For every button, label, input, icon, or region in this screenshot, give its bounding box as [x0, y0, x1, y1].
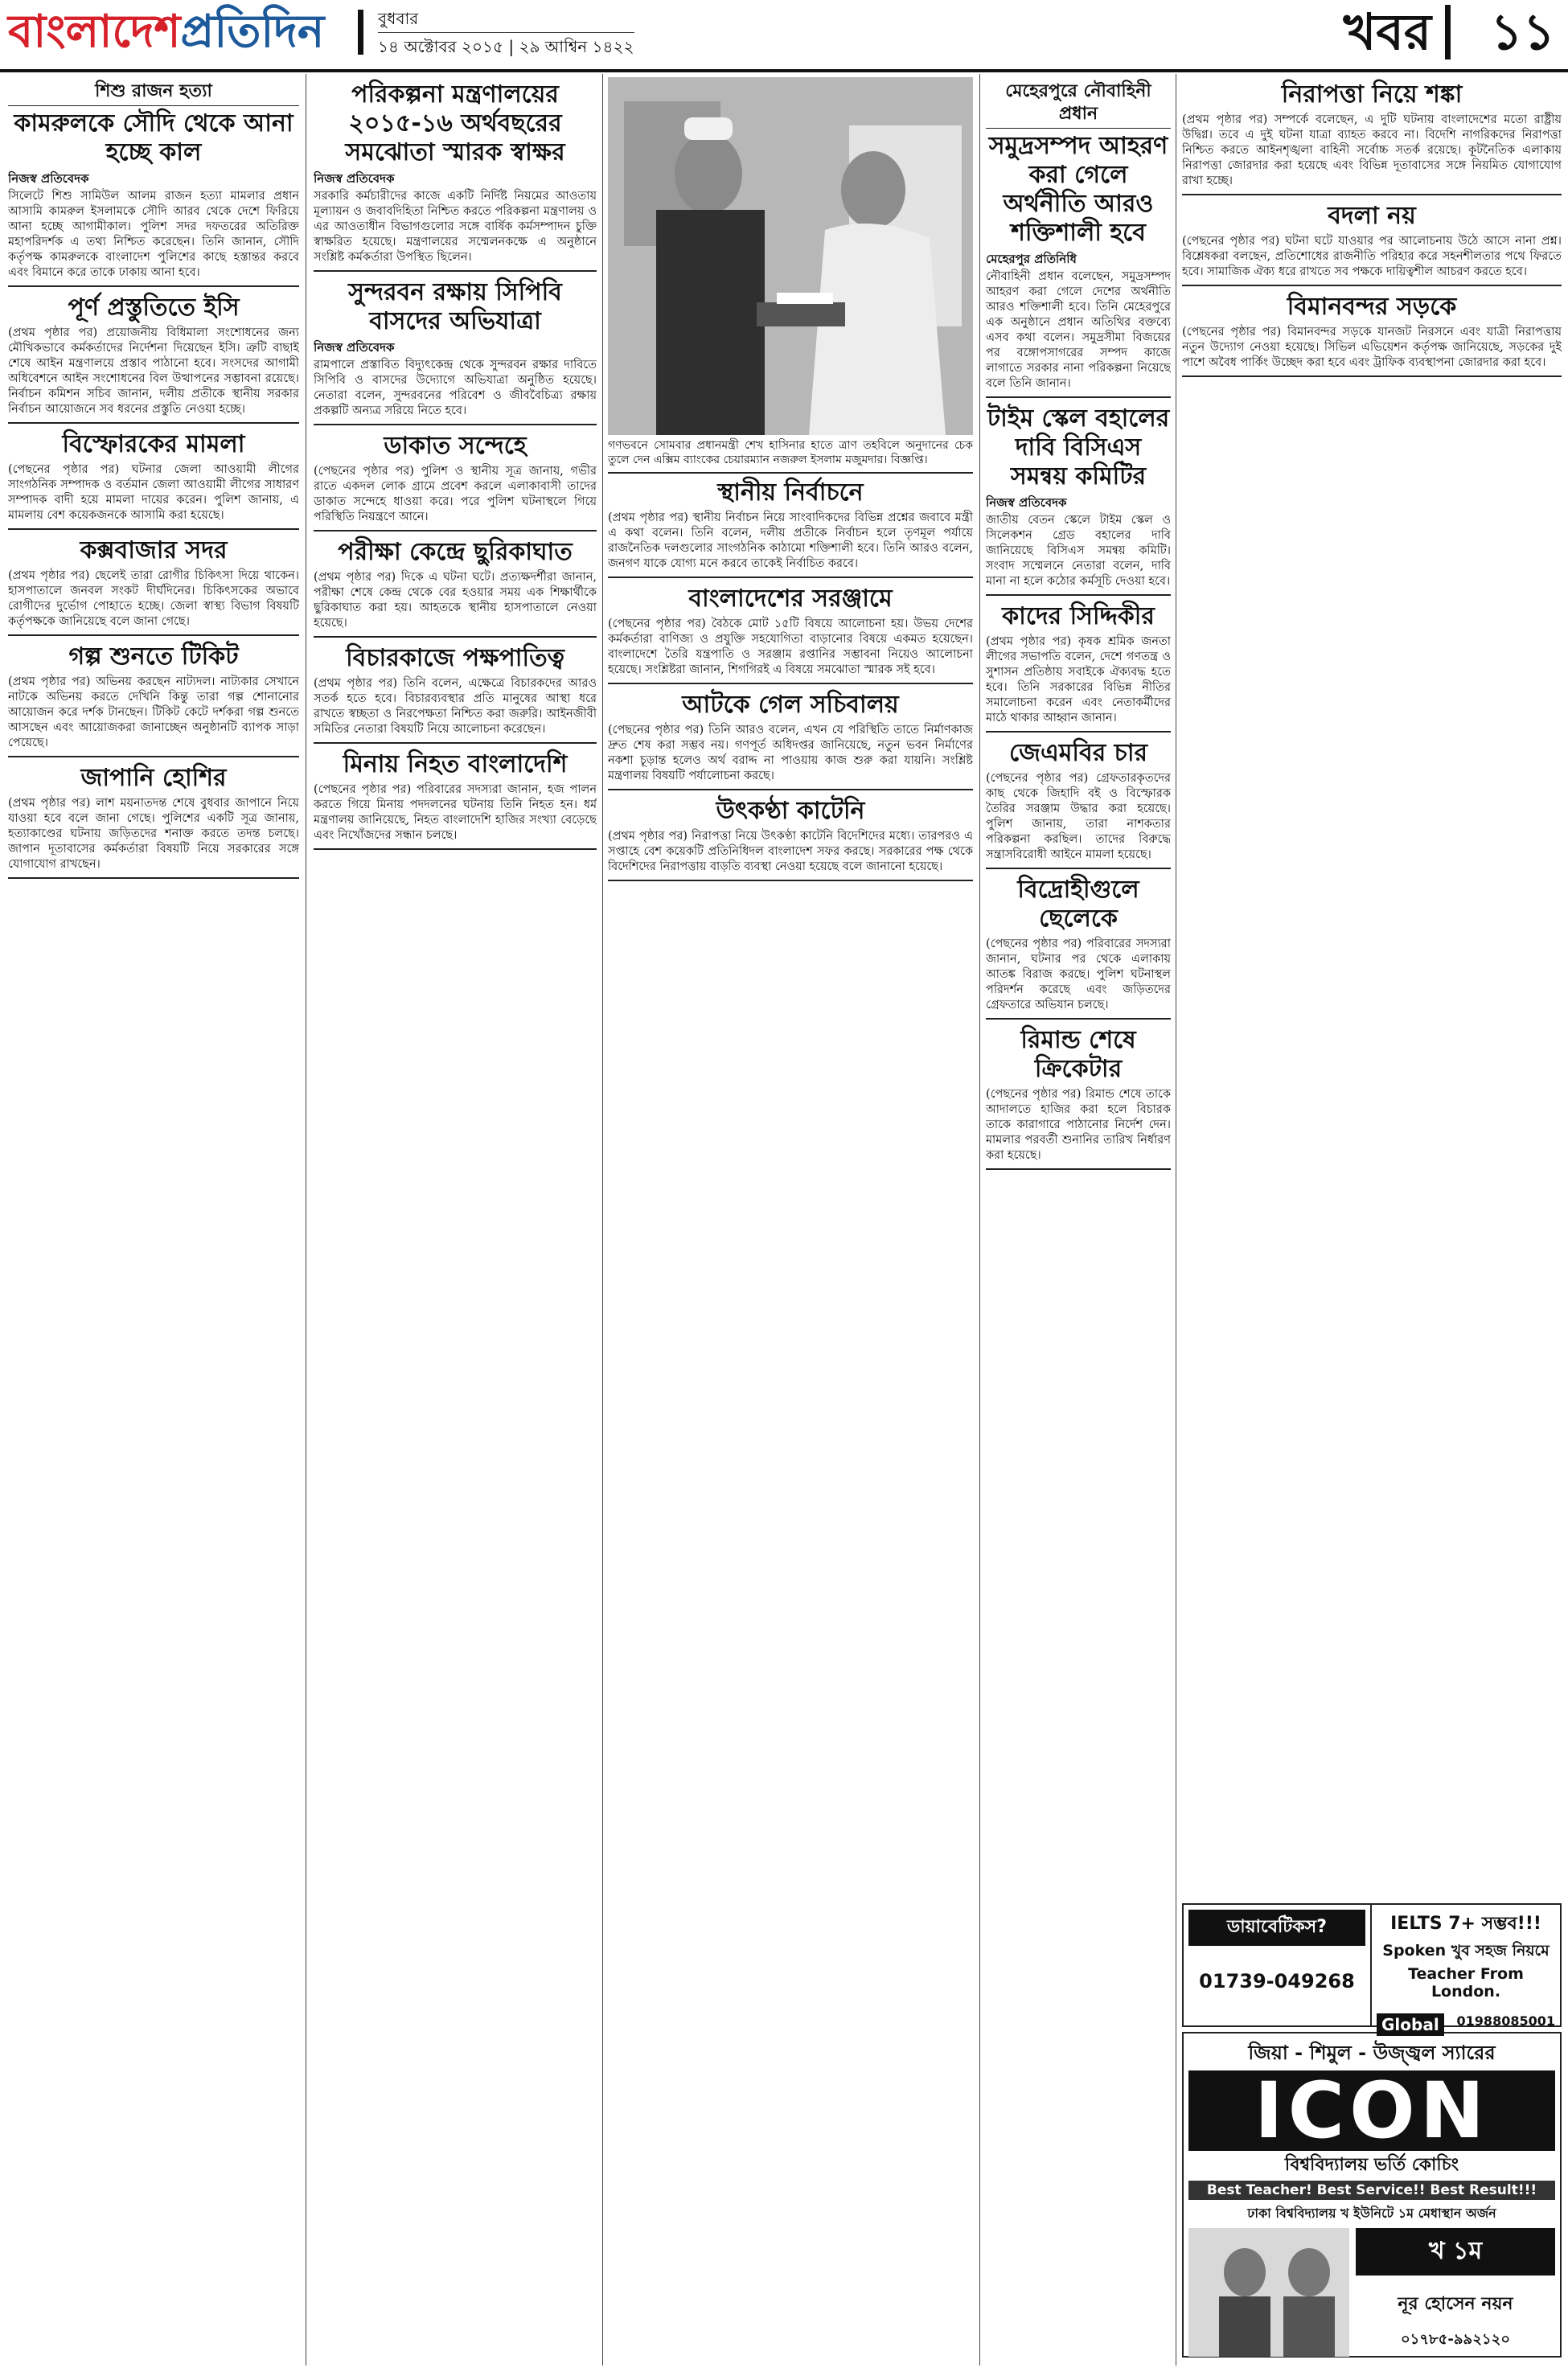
article-headline: স্থানীয় নির্বাচনে	[717, 478, 864, 507]
ielts-ad-line1: Spoken খুব সহজ নিয়মে	[1382, 1942, 1550, 1960]
article-body: (প্রথম পৃষ্ঠার পর) ছেলেই তারা রোগীর চিকিৎসা দিয়ে থাকেন। হাসপাতালে জনবল সংকট দীর্ঘদিনের। চিকিৎসকের অভাবে রোগীদের দুর্ভোগ পোহাতে হচ্ছে। জেলা স্বাস্থ্য বিভাগ বিষয়টি কর্তৃপক্ষকে জানিয়েছে বলে জানা গেছে।	[8, 569, 299, 628]
issue-full-date: ১৪ অক্টোবর ২০১৫ | ২৯ আশ্বিন ১৪২২	[378, 32, 634, 60]
masthead	[0, 0, 1568, 72]
column-1	[8, 77, 299, 2365]
article	[8, 642, 299, 757]
article-body: জাতীয় বেতন স্কেলে টাইম স্কেল ও সিলেকশন গ্রেড বহালের দাবি জানিয়েছে বিসিএস সমন্বয় কমিটি। সংবাদ সম্মেলনে নেতারা বলেন, দাবি মানা না হলে কঠোর কর্মসূচি দেওয়া হবে।	[986, 514, 1171, 588]
logo-part2: প্রতিদিন	[180, 6, 325, 58]
article-headline: সুন্দরবন রক্ষায় সিপিবি বাসদের অভিযাত্রা	[348, 278, 562, 335]
ielts-ad-line2: Teacher From London.	[1408, 1965, 1524, 2001]
diabetes-ad-phone: 01739-049268	[1199, 1970, 1355, 1992]
ielts-ad	[1372, 1905, 1560, 2034]
article-headline: মেহেরপুরে নৌবাহিনী প্রধান	[986, 80, 1171, 129]
article	[986, 404, 1171, 596]
article-headline: বাংলাদেশের সরঞ্জামে	[688, 585, 893, 613]
article-body: (প্রথম পৃষ্ঠার পর) নিরাপত্তা নিয়ে উৎকণ্ঠা কাটেনি বিদেশিদের মধ্যে। তারপরও এ সপ্তাহে বেশ কয়েকটি প্রতিনিধিদল বাংলাদেশ সফর করছে। সরকারের পক্ষ থেকে বিদেশিদের নিরাপত্তায় বাড়তি ব্যবস্থা নেওয়া হয়েছে বলে জানানো হয়েছে।	[608, 830, 973, 873]
article-headline: কক্সবাজার সদর	[80, 536, 228, 564]
diabetes-ad-title: ডায়াবেটিকস?	[1188, 1910, 1365, 1946]
article	[608, 691, 973, 790]
article-body: (পেছনের পৃষ্ঠার পর) গ্রেফতারকৃতদের কাছ থেকে জিহাদি বই ও বিস্ফোরক তৈরির সরঞ্জাম উদ্ধার করা হয়েছে। পুলিশ জানায়, তারা নাশকতার পরিকল্পনা করছিল। তাদের বিরুদ্ধে সন্ত্রাসবিরোধী আইনে মামলা হয়েছে।	[986, 772, 1171, 861]
column-3	[608, 77, 973, 2365]
article	[986, 1026, 1171, 1170]
article-headline: রিমান্ড শেষে ক্রিকেটার	[1020, 1026, 1136, 1083]
column-2	[314, 77, 597, 2365]
article-body: (প্রথম পৃষ্ঠার পর) প্রয়োজনীয় বিধিমালা সংশোধনের জন্য মৌখিকভাবে কর্মকর্তাদের নির্দেশনা দিয়েছেন ইসি। ত্রুটি বাছাই শেষে আইন মন্ত্রণালয়ে প্রস্তাব পাঠানো হবে। সংসদের আগামী অধিবেশনে আইন সংশোধনের বিল উত্থাপনের সম্ভাবনা রয়েছে। নির্বাচন কমিশন সচিব জানান, দলীয় প্রতীকে স্থানীয় সরকার নির্বাচন আয়োজনে সব ধরনের প্রস্তুতি নেওয়া হচ্ছে।	[8, 326, 299, 416]
article	[986, 80, 1171, 398]
column-rule	[979, 74, 980, 2366]
section-name: খবর	[1343, 2, 1431, 61]
issue-day: বুধবার	[378, 9, 419, 28]
article-byline: নিজস্ব প্রতিবেদক	[986, 495, 1067, 510]
issue-date	[378, 5, 634, 60]
photo-handshake-image	[608, 77, 973, 435]
student-photo	[1188, 2228, 1349, 2357]
article	[8, 80, 299, 287]
article-body: নৌবাহিনী প্রধান বলেছেন, সমুদ্রসম্পদ আহরণ করা গেলে দেশের অর্থনীতি আরও শক্তিশালী হবে। তিনি মেহেরপুরে এক অনুষ্ঠানে প্রধান অতিথির বক্তব্যে এসব কথা বলেন। সমুদ্রসীমা বিজয়ের পর বঙ্গোপসাগরের সম্পদ কাজে লাগাতে সরকার নানা পরিকল্পনা নিয়েছে বলে তিনি জানান।	[986, 270, 1171, 390]
article-headline: ডাকাত সন্দেহে	[384, 432, 527, 460]
article-body: (প্রথম পৃষ্ঠার পর) দিকে এ ঘটনা ঘটে। প্রত্যক্ষদর্শীরা জানান, পরীক্ষা শেষে কেন্দ্র থেকে বের হওয়ার সময় এক শিক্ষার্থীকে ছুরিকাঘাত করা হয়। আহতকে স্থানীয় হাসপাতালে নেওয়া হয়েছে।	[314, 571, 597, 630]
article	[314, 80, 597, 272]
column-rule	[602, 74, 603, 2366]
ielts-ad-title: IELTS 7+ সম্ভব!!!	[1390, 1914, 1541, 1934]
article-headline: উৎকণ্ঠা কাটেনি	[716, 797, 865, 825]
article-body: (প্রথম পৃষ্ঠার পর) কৃষক শ্রমিক জনতা লীগের সভাপতি বলেন, দেশে গণতন্ত্র ও সুশাসন প্রতিষ্ঠায় সবাইকে ঐক্যবদ্ধ হতে হবে। তিনি সরকারের বিভিন্ন নীতির সমালোচনা করেন এবং নেতাকর্মীদের মাঠে থাকার আহ্বান জানান।	[986, 635, 1171, 724]
article-body: (পেছনের পৃষ্ঠার পর) ঘটনা ঘটে যাওয়ার পর আলোচনায় উঠে আসে নানা প্রশ্ন। বিশ্লেষকরা বলছেন, প্রতিশোধের রাজনীতি পরিহার করে সহনশীলতার পথে ফিরতে হবে। সামাজিক ঐক্য ধরে রাখতে সব পক্ষকে দায়িত্বশীল আচরণ করতে হবে।	[1182, 235, 1562, 278]
article-body: (পেছনের পৃষ্ঠার পর) বিমানবন্দর সড়কে যানজট নিরসনে এবং যাত্রী নিরাপত্তায় নতুন উদ্যোগ নেওয়া হয়েছে। সিভিল এভিয়েশন কর্তৃপক্ষ জানিয়েছে, সড়কের দুই পাশে অবৈধ পার্কিং উচ্ছেদ করা হবে এবং ট্রাফিক ব্যবস্থাপনা জোরদার করা হবে।	[1182, 326, 1562, 369]
article	[1182, 80, 1562, 195]
article	[8, 536, 299, 636]
article	[314, 538, 597, 638]
article-headline: পূর্ণ প্রস্তুতিতে ইসি	[68, 293, 240, 322]
article	[608, 585, 973, 684]
article-headline: বিমানবন্দর সড়কে	[1287, 293, 1457, 321]
article	[986, 876, 1171, 1020]
article-body: (পেছনের পৃষ্ঠার পর) বৈঠকে মোট ১৫টি বিষয়ে আলোচনা হয়। উভয় দেশের কর্মকর্তারা বাণিজ্য ও প্রযুক্তি সহযোগিতা বাড়ানোর বিষয়ে একমত হয়েছেন। বাংলাদেশে তৈরি যন্ত্রপাতি ও সরঞ্জাম রপ্তানির সম্ভাবনা নিয়েও আলোচনা হয়েছে। সংশ্লিষ্টরা জানান, শিগগিরই এ বিষয়ে সমঝোতা স্মারক সই হবে।	[608, 618, 973, 676]
article-body: (পেছনের পৃষ্ঠার পর) পরিবারের সদস্যরা জানান, হজ পালন করতে গিয়ে মিনায় পদদলনের ঘটনায় তিনি নিহত হন। ধর্ম মন্ত্রণালয় জানিয়েছে, নিহত বাংলাদেশি হাজির সংখ্যা বেড়েছে এবং নিখোঁজদের সন্ধান চলছে।	[314, 783, 597, 842]
article-headline: নিরাপত্তা নিয়ে শঙ্কা	[1281, 80, 1463, 109]
article-body: (প্রথম পৃষ্ঠার পর) স্থানীয় নির্বাচন নিয়ে সাংবাদিকদের বিভিন্ন প্রশ্নের জবাবে মন্ত্রী এ কথা বলেন। তিনি বলেন, দলীয় প্রতীকে নির্বাচন হলে তৃণমূল পর্যায়ে রাজনৈতিক দলগুলোর সাংগঠনিক কাঠামো শক্তিশালী হবে। তিনি আরও বলেন, জনগণ যাকে যোগ্য মনে করবে তাকেই নির্বাচিত করবে।	[608, 511, 973, 570]
diabetes-ad	[1184, 1905, 1372, 2025]
advertisement-box	[1182, 1903, 1562, 2034]
article-headline: পরীক্ষা কেন্দ্রে ছুরিকাঘাত	[338, 538, 573, 566]
article-body: রামপালে প্রস্তাবিত বিদ্যুৎকেন্দ্র থেকে সুন্দরবন রক্ষার দাবিতে সিপিবি ও বাসদের উদ্যোগে অভিযাত্রা অনুষ্ঠিত হয়েছে। নেতারা বলেন, সুন্দরবনের পরিবেশ ও জীববৈচিত্র্য রক্ষায় প্রকল্পটি অন্যত্র সরিয়ে নিতে হবে।	[314, 359, 597, 417]
article-body: (পেছনের পৃষ্ঠার পর) পরিবারের সদস্যরা জানান, ঘটনার পর থেকে এলাকায় আতঙ্ক বিরাজ করছে। পুলিশ ঘটনাস্থল পরিদর্শন করেছে এবং জড়িতদের গ্রেফতারে অভিযান চলছে।	[986, 938, 1171, 1012]
article-headline: জাপানি হোশির	[80, 764, 227, 792]
article-body: (পেছনের পৃষ্ঠার পর) রিমান্ড শেষে তাকে আদালতে হাজির করা হলে বিচারক তাকে কারাগারে পাঠানোর নির্দেশ দেন। মামলার পরবর্তী শুনানির তারিখ নির্ধারণ করা হয়েছে।	[986, 1088, 1171, 1162]
article-body: (প্রথম পৃষ্ঠার পর) সম্পর্কে বলেছেন, এ দুটি ঘটনায় বাংলাদেশের মতো রাষ্ট্রীয় উদ্বিগ্ন। তবে এ দুই ঘটনা যাত্রা ব্যাহত করবে না। বিদেশি নাগরিকদের নিরাপত্তা নিশ্চিত করতে আইনশৃঙ্খলা বাহিনী সর্বোচ্চ সতর্ক রয়েছে। কূটনৈতিক এলাকায় নিরাপত্তা জোরদার করা হয়েছে এবং বিভিন্ন দূতাবাসের সঙ্গে নিয়মিত যোগাযোগ রাখা হচ্ছে।	[1182, 113, 1562, 187]
article-main-headline: কামরুলকে সৌদি থেকে আনা হচ্ছে কাল	[14, 109, 293, 166]
article	[8, 293, 299, 424]
news-photo	[608, 77, 973, 435]
icon-ad-slogan: Best Teacher! Best Service!! Best Result!!!	[1188, 2181, 1555, 2200]
photo-caption: গণভবনে সোমবার প্রধানমন্ত্রী শেখ হাসিনার হাতে ত্রাণ তহবিলে অনুদানের চেক তুলে দেন এক্সিম ব্যাংকের চেয়ারম্যান নজরুল ইসলাম মজুমদার। বিজ্ঞপ্তি।	[608, 438, 973, 474]
article-headline: বিচারকাজে পক্ষপাতিত্ব	[346, 644, 564, 672]
article	[314, 750, 597, 850]
article	[986, 739, 1171, 869]
article-body: (পেছনের পৃষ্ঠার পর) পুলিশ ও স্থানীয় সূত্র জানায়, গভীর রাতে একদল লোক গ্রামে প্রবেশ করলে এলাকাবাসী তাদের ডাকাত সন্দেহে ধাওয়া করে। পরে পুলিশ ঘটনাস্থলে গিয়ে পরিস্থিতি নিয়ন্ত্রণে আনে।	[314, 465, 597, 523]
page-number: ১১	[1490, 2, 1555, 61]
icon-ad-phone: ০১৭৮৫-৯৯২১২০	[1400, 2331, 1511, 2348]
article	[1182, 293, 1562, 377]
icon-ad-subtitle: বিশ্ববিদ্যালয় ভর্তি কোচিং	[1284, 2155, 1459, 2175]
article	[314, 644, 597, 744]
icon-ad-achievement: ঢাকা বিশ্ববিদ্যালয় খ ইউনিটে ১ম মেধাস্থান অর্জন	[1247, 2206, 1496, 2221]
article-byline: নিজস্ব প্রতিবেদক	[314, 340, 395, 355]
icon-ad-badge: খ ১ম	[1356, 2228, 1555, 2276]
article-headline: বিদ্রোহীগুলে ছেলেকে	[1017, 876, 1139, 933]
icon-ad-top: জিয়া - শিমুল - উজ্জ্বল স্যারের	[1248, 2042, 1496, 2064]
article	[8, 764, 299, 879]
icon-ad-student-name: নূর হোসেন নয়ন	[1398, 2294, 1513, 2314]
article	[8, 430, 299, 530]
icon-coaching-ad	[1182, 2032, 1562, 2358]
article-body: (পেছনের পৃষ্ঠার পর) ঘটনার জেলা আওয়ামী লীগের সাংগঠনিক সম্পাদক ও বর্তমান জেলা আওয়ামী লীগের সাধারণ সম্পাদক বাদী হয়ে মামলা দায়ের করেন। পুলিশ জানায়, এ মামলায় বেশ কয়েকজনকে আসামি করা হয়েছে।	[8, 463, 299, 522]
masthead-divider	[358, 10, 363, 55]
ielts-ad-brand: Global	[1377, 2013, 1444, 2036]
article-headline: আটকে গেল সচিবালয়	[682, 691, 899, 719]
article-headline: জেএমবির চার	[1008, 739, 1148, 767]
article-byline: নিজস্ব প্রতিবেদক	[314, 171, 395, 186]
article-main-headline: সমুদ্রসম্পদ আহরণ করা গেলে অর্থনীতি আরও শক্তিশালী হবে	[988, 132, 1168, 247]
article-byline: নিজস্ব প্রতিবেদক	[8, 171, 89, 186]
article-headline: কাদের সিদ্দিকীর	[1002, 602, 1155, 630]
article-headline: মিনায় নিহত বাংলাদেশি	[343, 750, 568, 778]
article-body: (প্রথম পৃষ্ঠার পর) লাশ ময়নাতদন্ত শেষে বুধবার জাপানে নিয়ে যাওয়া হবে বলে জানা গেছে। পুলিশের একটি সূত্র জানায়, হত্যাকাণ্ডের ঘটনায় জড়িতদের শনাক্ত করতে তদন্ত চলছে। জাপান দূতাবাসের কর্মকর্তারা বিষয়টি নিয়ে সরকারের সঙ্গে যোগাযোগ রাখছেন।	[8, 797, 299, 871]
article	[608, 797, 973, 881]
article-headline: বদলা নয়	[1328, 202, 1416, 230]
icon-ad-brand: ICON	[1188, 2070, 1555, 2151]
column-4	[986, 77, 1171, 2365]
article-body: সরকারি কর্মচারীদের কাজে একটি নির্দিষ্ট নিয়মের আওতায় মূল্যায়ন ও জবাবদিহিতা নিশ্চিত করতে পরিকল্পনা মন্ত্রণালয় ও এর আওতাধীন বিভাগগুলোর সঙ্গে বার্ষিক কর্মসম্পাদন চুক্তি স্বাক্ষরিত হয়েছে। মন্ত্রণালয়ের সম্মেলনকক্ষে এ অনুষ্ঠানে সংশ্লিষ্ট কর্মকর্তারা উপস্থিত ছিলেন।	[314, 190, 597, 264]
article-headline: শিশু রাজন হত্যা	[8, 80, 299, 106]
article	[314, 278, 597, 425]
article-byline: মেহেরপুর প্রতিনিধি	[986, 252, 1077, 266]
column-5	[1182, 77, 1562, 2365]
article	[986, 602, 1171, 733]
article-body: (প্রথম পৃষ্ঠার পর) অভিনয় করছেন নাট্যদল। নাট্যকার সেখানে নাটকে অভিনয় করতে দেখিনি কিন্তু তারা গল্প শোনানোর আয়োজন করে দর্শক টানছেন। টিকিট কেটে দর্শকরা গল্প শুনতে আসছেন এবং আয়োজকরা জানাচ্ছেন অনুষ্ঠানটি ব্যাপক সাড়া পেয়েছে।	[8, 675, 299, 749]
article-body: (পেছনের পৃষ্ঠার পর) তিনি আরও বলেন, এখন যে পরিস্থিতি তাতে নির্মাণকাজ দ্রুত শেষ করা সম্ভব নয়। গণপূর্ত অধিদপ্তর জানিয়েছে, নতুন ভবন নির্মাণের নকশা চূড়ান্ত হলেও অর্থ বরাদ্দ না পাওয়ায় কাজ শুরু করা যায়নি। সংশ্লিষ্ট মন্ত্রণালয় বিষয়টি পর্যালোচনা করছে।	[608, 724, 973, 782]
logo-part1: বাংলাদেশ	[8, 6, 181, 58]
article	[314, 432, 597, 531]
article-headline: টাইম স্কেল বহালের দাবি বিসিএস সমন্বয় কমিটির	[987, 404, 1170, 490]
article-headline: গল্প শুনতে টিকিট	[68, 642, 239, 671]
article-headline: বিস্ফোরকের মামলা	[62, 430, 245, 458]
page-number-divider	[1445, 5, 1451, 60]
article	[608, 478, 973, 578]
newspaper-logo	[8, 3, 324, 61]
ielts-ad-phone: 01988085001	[1456, 2013, 1555, 2029]
article-body: (প্রথম পৃষ্ঠার পর) তিনি বলেন, এক্ষেত্রে বিচারকদের আরও সতর্ক হতে হবে। বিচারব্যবস্থার প্রতি মানুষের আস্থা ধরে রাখতে স্বচ্ছতা ও নিরপেক্ষতা নিশ্চিত করা জরুরি। আইনজীবী সমিতির নেতারা বিষয়টি নিয়ে আলোচনা করেছেন।	[314, 677, 597, 736]
article	[1182, 202, 1562, 286]
article-headline: পরিকল্পনা মন্ত্রণালয়ের ২০১৫-১৬ অর্থবছরের সমঝোতা স্মারক স্বাক্ষর	[345, 80, 565, 166]
article-body: সিলেটে শিশু সামিউল আলম রাজন হত্যা মামলার প্রধান আসামি কামরুল ইসলামকে সৌদি আরব থেকে দেশে ফিরিয়ে আনা হচ্ছে আগামীকাল। পুলিশ সদর দফতরের অতিরিক্ত মহাপরিদর্শক এ তথ্য নিশ্চিত করেছেন। তিনি জানান, সৌদি কর্তৃপক্ষ কামরুলকে বাংলাদেশ পুলিশের কাছে হস্তান্তর করবে এবং বিমানে করে তাকে ঢাকায় আনা হবে।	[8, 190, 299, 279]
